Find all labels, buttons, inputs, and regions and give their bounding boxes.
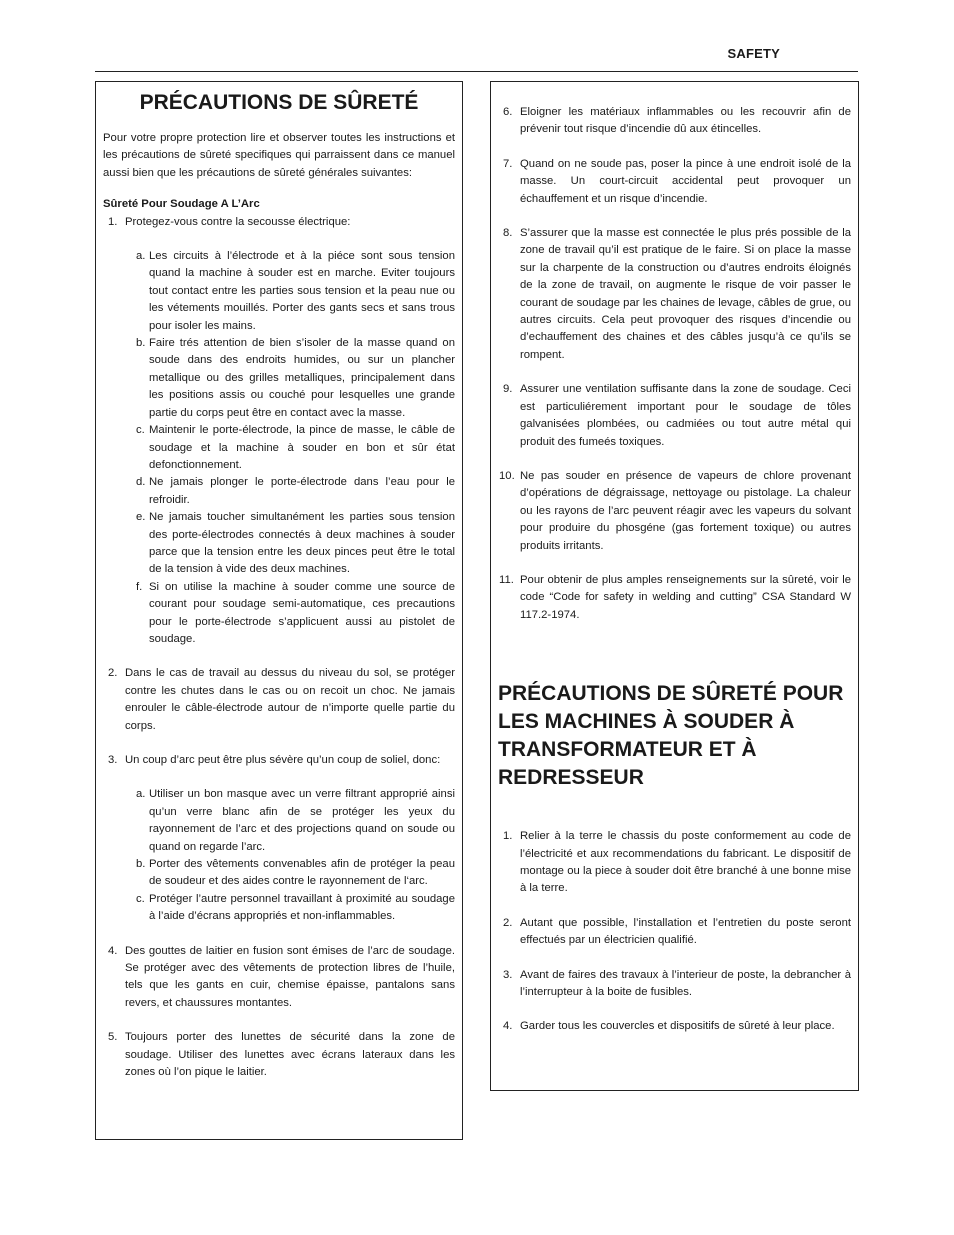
- list-item: [103, 214, 455, 231]
- spacer: [498, 898, 851, 915]
- sub-item: [103, 422, 455, 474]
- sub-item: [103, 335, 455, 422]
- item-number: 11.: [499, 573, 514, 586]
- sub-item: [103, 579, 455, 649]
- list-item: [498, 225, 851, 364]
- sub-item-text: Si on utilise la machine à souder comme une source de courant pour soudage semi-automatique, ces precautions pour le porte-électrode s’applicuent aussi au pistolet de soudage.: [149, 580, 455, 645]
- sub-item: [103, 856, 455, 891]
- header-rule: [95, 71, 858, 72]
- right-column-box: [490, 81, 859, 1091]
- spacer: [103, 648, 455, 665]
- item-text: Un coup d’arc peut être plus sévère qu’un coup de soliel, donc:: [125, 754, 441, 766]
- sub-item-label: c.: [136, 424, 145, 437]
- item-number: 3.: [503, 968, 513, 981]
- sub-item-text: Faire trés attention de bien s’isoler de la masse quand on soude dans des endroits humides, ou sur un plancher metallique ou des grilles metalliques, principalement dans les positions assis ou couché pour lesquelles une grande partie du corps peut être en contact avec la masse.: [149, 337, 455, 419]
- sub-item-label: d.: [136, 476, 146, 489]
- sub-item-text: Utiliser un bon masque avec un verre filtrant approprié ainsi qu’un verre blanc afin de se protéger les yeux du rayonnement de l’arc et des projections quand on soude ou quand on regarde l’arc.: [149, 788, 455, 853]
- list-item: [498, 967, 851, 1002]
- spacer: [498, 139, 851, 156]
- list-item: [103, 665, 455, 735]
- sub-item-text: Maintenir le porte-électrode, la pince de masse, le câble de soudage et la machine à souder en bon et sûr état defonctionnement.: [149, 424, 455, 471]
- spacer: [498, 451, 851, 468]
- sub-item-label: a.: [136, 788, 146, 801]
- sub-item-text: Porter des vêtements convenables afin de protéger la peau de soudeur et des aides contre le rayonnement de l‘arc.: [149, 858, 455, 888]
- spacer: [103, 1012, 455, 1029]
- item-text: Relier à la terre le chassis du poste conformement au code de l’électricité et aux recommendations du fabricant. Le dispositif de montage ou la piece à souder doit être branché à une bonne mise à la terre.: [520, 830, 851, 895]
- list-item: [103, 1029, 455, 1081]
- left-title: PRÉCAUTIONS DE SÛRETÉ: [139, 91, 419, 114]
- item-text: Des gouttes de laitier en fusion sont émises de l’arc de soudage. Se protéger avec des vêtements de protection libres de l’huile, tels que les gants en cuir, chemise épaisse, pantalons sans revers, et chaussures montantes.: [125, 944, 455, 1009]
- item-number: 7.: [503, 157, 513, 170]
- sub-item-label: b.: [136, 337, 146, 350]
- sub-item: [103, 474, 455, 509]
- item-number: 1.: [108, 215, 118, 228]
- sub-item-text: Ne jamais toucher simultanément les parties sous tension des porte-électrodes connectés à deux machines à souder parce que la tension entre les deux pinces peut être le total de la tension à vide des deux machines.: [149, 511, 455, 576]
- list-item: [103, 943, 455, 1013]
- spacer: [498, 364, 851, 381]
- spacer: [498, 555, 851, 572]
- sub-item-text: Les circuits à l’électrode et à la piéce sont sous tension quand la machine à souder est en marche. Eviter toujours tout contact entre les parties sous tension et la peau nue ou les vétements mouillés. Porter des gants secs et sans trous pour isoler les mains.: [149, 250, 455, 332]
- item-number: 4.: [503, 1020, 513, 1033]
- item-number: 2.: [503, 916, 513, 929]
- intro-paragraph: Pour votre propre protection lire et observer toutes les instructions et les précautions de sûreté specifiques qui parraissent dans ce manuel aussi bien que les précautions de sûreté générales suivantes:: [103, 132, 455, 179]
- arc-welding-subhead: Sûreté Pour Soudage A L’Arc: [103, 198, 260, 211]
- item-text: Toujours porter des lunettes de sécurité dans la zone de soudage. Utiliser des lunettes avec écrans lateraux dans les zones où l’on pique le laitier.: [125, 1031, 455, 1079]
- section-header: SAFETY: [727, 46, 780, 61]
- spacer: [103, 231, 455, 248]
- list-item: [498, 156, 851, 208]
- spacer: [103, 769, 455, 786]
- spacer: [103, 735, 455, 752]
- sub-item-label: c.: [136, 892, 145, 905]
- item-number: 4.: [108, 944, 118, 957]
- item-text: Avant de faires des travaux à l’interieur de poste, la debrancher à l’interrupteur à la boite de fusibles.: [520, 968, 851, 998]
- item-text: Protegez-vous contre la secousse électrique:: [125, 215, 351, 228]
- item-number: 2.: [108, 667, 118, 680]
- list-item: [498, 1018, 851, 1035]
- item-number: 8.: [503, 227, 513, 240]
- item-text: Quand on ne soude pas, poser la pince à une endroit isolé de la masse. Un court-circuit accidental peut provoquer un échauffement et un risque d’incendie.: [520, 157, 851, 205]
- item-text: Pour obtenir de plus amples renseignements sur la sûreté, voir le code “Code for safety in welding and cutting” CSA Standard W 117.2-1974.: [520, 573, 851, 621]
- sub-item-label: b.: [136, 858, 146, 871]
- spacer: [498, 1001, 851, 1018]
- sub-item-text: Ne jamais plonger le porte-électrode dans l’eau pour le refroidir.: [149, 476, 455, 506]
- transformer-safety-title: PRÉCAUTIONS DE SÛRETÉ POUR LES MACHINES À SOUDER À TRANSFORMATEUR ET À REDRESSEUR: [498, 682, 844, 790]
- item-number: 1.: [503, 830, 513, 843]
- item-number: 5.: [108, 1031, 118, 1044]
- item-text: Assurer une ventilation suffisante dans la zone de soudage. Ceci est particuliérement important pour le soudage de tôles galvanisées plombées, ou cadmiées ou tout autre métal qui produit des fumeés toxiques.: [520, 383, 851, 448]
- item-number: 9.: [503, 383, 513, 396]
- sub-item: [103, 248, 455, 335]
- list-item: [103, 752, 455, 769]
- spacer: [498, 208, 851, 225]
- sub-item: [103, 786, 455, 856]
- item-text: Eloigner les matériaux inflammables ou les recouvrir afin de prévenir tout risque d’incendie dû aux étincelles.: [520, 106, 851, 136]
- list-item: [498, 381, 851, 451]
- sub-item-label: e.: [136, 511, 146, 524]
- sub-item: [103, 891, 455, 926]
- item-text: S’assurer que la masse est connectée le plus prés possible de la zone de travail qu’il est pratique de le faire. Si on place la masse sur la charpente de la construction ou d’autres endroits éloignés de la zone de travail, on augmente le risque de voir passer le courant de soudage par les chaines de levage, câbles de grue, ou autres circuits. Cela peut provoquer des risques d’incendie ou d’echauffement des chaines et des câbles jusqu’à ce qu’ils se rompent.: [520, 227, 851, 361]
- list-item: [498, 915, 851, 950]
- sub-item-label: f.: [136, 580, 143, 593]
- left-column-box: [95, 81, 463, 1140]
- spacer: [103, 926, 455, 943]
- sub-item-text: Protéger l’autre personnel travaillant à proximité au soudage à l’aide d’écrans appropriés et non-inflammables.: [149, 892, 455, 923]
- sub-item-label: a.: [136, 250, 146, 263]
- list-item: [498, 468, 851, 555]
- item-text: Autant que possible, l’installation et l’entretien du poste seront effectués par un électricien qualifié.: [520, 916, 851, 947]
- item-text: Garder tous les couvercles et dispositifs de sûreté à leur place.: [520, 1020, 835, 1033]
- spacer: [498, 950, 851, 967]
- list-item: [498, 572, 851, 624]
- item-text: Dans le cas de travail au dessus du niveau du sol, se protéger contre les chutes dans le cas ou on recoit un choc. Ne jamais enrouler le câble-électrode autour de n’importe quelle partie du corps.: [125, 667, 455, 732]
- item-number: 10.: [499, 469, 515, 482]
- item-text: Ne pas souder en présence de vapeurs de chlore provenant d’opérations de dégraissage, nettoyage ou pistolage. La chaleur ou les rayons de l’arc peuvent réagir avec les vapeurs du solvant pour produire du phosgéne (gas fortement toxique) ou autres produits irritants.: [520, 469, 851, 552]
- list-item: [498, 828, 851, 898]
- sub-item: [103, 509, 455, 579]
- list-item: [498, 104, 851, 139]
- item-number: 3.: [108, 754, 118, 766]
- item-number: 6.: [503, 106, 513, 118]
